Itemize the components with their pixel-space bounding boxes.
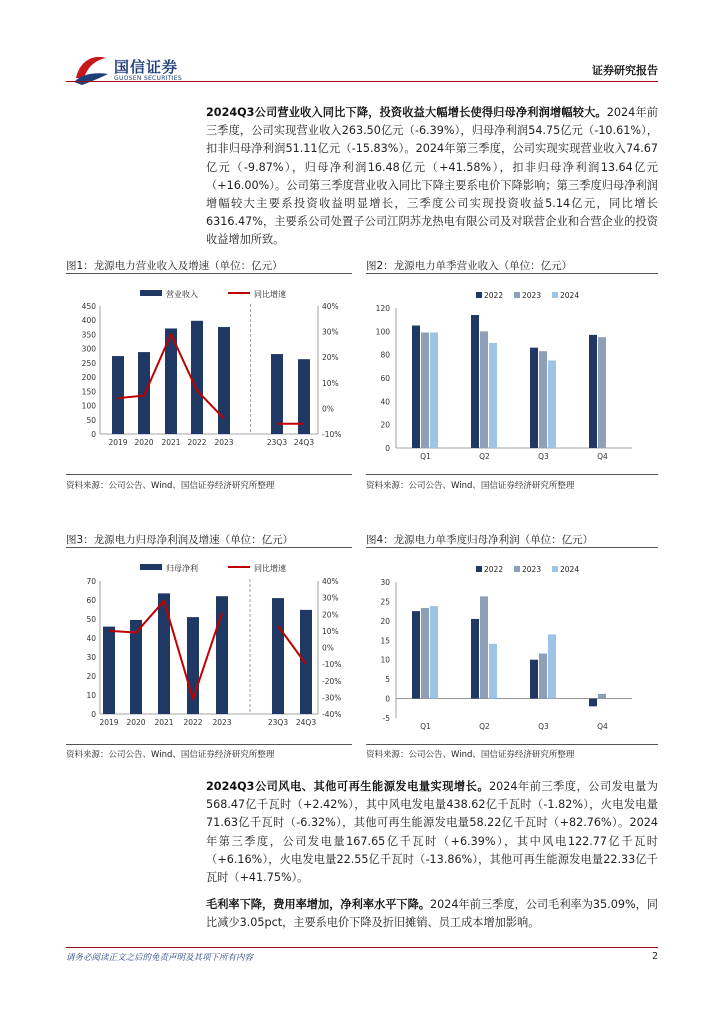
legend-bar-label: 营业收入 xyxy=(166,290,198,299)
bar-Q3-2022 xyxy=(530,348,538,448)
y-right-tick-label: 10% xyxy=(322,378,339,388)
paragraph-margin xyxy=(206,896,658,932)
x-tick-label: Q4 xyxy=(597,722,608,731)
bar-Q3-2022 xyxy=(530,660,538,699)
bar-Q4-2023 xyxy=(598,694,606,699)
y-left-tick-label: 10 xyxy=(86,691,96,700)
y-left-tick-label: 250 xyxy=(81,358,96,368)
y-left-tick-label: 30 xyxy=(86,653,96,662)
y-left-tick-label: 50 xyxy=(86,415,96,425)
paragraph-margin-heading: 毛利率下降，费用率增加，净利率水平下降。 xyxy=(206,898,431,911)
y-left-tick-label: 350 xyxy=(81,330,96,340)
figure-2-source: 资料来源：公司公告、Wind、国信证券经济研究所整理 xyxy=(366,481,575,491)
x-tick-label: 24Q3 xyxy=(295,718,317,727)
y-left-tick-label: 40 xyxy=(86,634,96,643)
x-tick-label: Q1 xyxy=(420,722,431,731)
legend-swatch-2024 xyxy=(552,292,558,298)
y-tick-label: 100 xyxy=(375,327,390,337)
figure-4-title: 图4：龙源电力单季度归母净利润（单位：亿元） xyxy=(366,534,594,546)
figure-3-source: 资料来源：公司公告、Wind、国信证券经济研究所整理 xyxy=(66,750,275,760)
x-tick-label: Q3 xyxy=(538,722,549,731)
bar-Q4-2023 xyxy=(598,337,606,448)
x-tick-label: Q1 xyxy=(420,452,431,461)
x-tick-label: Q3 xyxy=(538,452,549,461)
figure-3-chart xyxy=(66,550,352,742)
bar-Q2-2023 xyxy=(480,331,488,448)
legend-swatch-2023 xyxy=(514,292,520,298)
bar-Q3-2023 xyxy=(539,653,547,698)
x-tick-label: 2023 xyxy=(212,718,232,727)
y-tick-label: -5 xyxy=(382,714,390,723)
figure-2-rule xyxy=(366,273,658,274)
bar-2022 xyxy=(191,321,203,434)
bar-2020 xyxy=(130,620,142,714)
bar-Q1-2022 xyxy=(412,326,420,449)
y-right-tick-label: -20% xyxy=(322,676,342,686)
paragraph-margin-body: 2024年前三季度，公司毛利率为35.09%，同比减少3.05pct，主要系电价下降及折旧摊销、员工成本增加影响。 xyxy=(206,898,658,930)
y-left-tick-label: 70 xyxy=(86,577,96,586)
y-right-tick-label: 40% xyxy=(322,577,339,586)
figure-2-title: 图2：龙源电力单季营业收入（单位：亿元） xyxy=(366,260,573,272)
y-tick-label: 30 xyxy=(380,578,390,587)
bar-Q4-2022 xyxy=(589,699,597,707)
y-right-tick-label: 0% xyxy=(322,643,334,653)
logo-name: 国信证券 xyxy=(114,58,179,76)
y-left-tick-label: 50 xyxy=(86,615,96,624)
legend-label-2023: 2023 xyxy=(522,565,542,574)
paragraph-generation-heading: 2024Q3公司风电、其他可再生能源发电量实现增长。 xyxy=(206,780,490,793)
figure-2-bottom-rule xyxy=(366,474,658,475)
x-tick-label: 2020 xyxy=(134,438,154,447)
y-tick-label: 10 xyxy=(380,655,390,665)
bar-Q2-2024 xyxy=(489,644,497,699)
bar-Q2-2023 xyxy=(480,596,488,698)
bar-Q3-2023 xyxy=(539,351,547,448)
figure-1-title: 图1：龙源电力营业收入及增速（单位：亿元） xyxy=(66,260,283,272)
y-tick-label: 120 xyxy=(375,304,390,313)
figure-3-bottom-rule xyxy=(66,744,352,745)
y-left-tick-label: 400 xyxy=(81,316,96,326)
legend-line-label: 同比增速 xyxy=(254,290,286,299)
y-left-tick-label: 0 xyxy=(91,430,96,439)
x-tick-label: 2019 xyxy=(99,718,119,727)
x-tick-label: 2022 xyxy=(183,718,203,727)
bar-23Q3 xyxy=(271,354,283,434)
x-tick-label: 2023 xyxy=(214,438,234,447)
bar-24Q3 xyxy=(300,610,312,714)
y-left-tick-label: 0 xyxy=(91,710,96,719)
x-tick-label: 2021 xyxy=(161,438,181,447)
y-tick-label: 60 xyxy=(380,374,390,383)
bar-Q1-2024 xyxy=(430,333,438,449)
y-left-tick-label: 450 xyxy=(81,302,96,311)
y-tick-label: 15 xyxy=(380,636,390,646)
footer-divider xyxy=(66,947,658,948)
legend-label-2024: 2024 xyxy=(560,291,580,300)
figure-2-chart xyxy=(366,276,658,472)
legend-label-2022: 2022 xyxy=(484,565,504,574)
legend-label-2022: 2022 xyxy=(484,291,504,300)
legend-swatch-2022 xyxy=(476,292,482,298)
company-logo xyxy=(72,50,202,90)
y-tick-label: 20 xyxy=(380,616,390,626)
figure-4-chart xyxy=(366,550,658,742)
legend-bar-swatch xyxy=(140,564,162,570)
y-left-tick-label: 60 xyxy=(86,596,96,605)
y-tick-label: 0 xyxy=(385,444,390,453)
x-tick-label: Q2 xyxy=(479,452,490,461)
figure-1-bottom-rule xyxy=(66,474,352,475)
logo-english-name: GUOSEN SECURITIES xyxy=(114,75,183,82)
y-right-tick-label: 10% xyxy=(322,626,339,636)
bar-Q2-2022 xyxy=(471,315,479,448)
y-right-tick-label: 30% xyxy=(322,327,339,337)
bar-Q3-2024 xyxy=(548,361,556,449)
y-tick-label: 20 xyxy=(380,420,390,430)
legend-bar-swatch xyxy=(140,290,162,296)
bar-Q2-2022 xyxy=(471,619,479,699)
x-tick-label: Q4 xyxy=(597,452,608,461)
x-tick-label: 2022 xyxy=(187,438,207,447)
legend-swatch-2024 xyxy=(552,566,558,572)
legend-label-2024: 2024 xyxy=(560,565,580,574)
y-right-tick-label: 20% xyxy=(322,610,339,620)
legend-line-label: 同比增速 xyxy=(254,564,286,573)
y-right-tick-label: -10% xyxy=(322,660,342,670)
figure-1-rule xyxy=(66,273,352,274)
figure-4-bottom-rule xyxy=(366,744,658,745)
figure-1-source: 资料来源：公司公告、Wind、国信证券经济研究所整理 xyxy=(66,481,275,491)
y-tick-label: 80 xyxy=(380,350,390,360)
bar-Q1-2022 xyxy=(412,611,420,698)
header-divider xyxy=(66,81,658,82)
x-tick-label: 2020 xyxy=(126,718,146,727)
x-tick-label: 23Q3 xyxy=(266,438,288,447)
figure-3-title: 图3：龙源电力归母净利润及增速（单位：亿元） xyxy=(66,534,294,546)
page-number: 2 xyxy=(651,951,658,962)
y-left-tick-label: 20 xyxy=(86,672,96,681)
y-right-tick-label: -30% xyxy=(322,693,342,703)
x-tick-label: 24Q3 xyxy=(293,438,315,447)
x-tick-label: 2021 xyxy=(154,718,174,727)
y-tick-label: 25 xyxy=(380,597,390,607)
y-right-tick-label: 20% xyxy=(322,353,339,363)
bar-2019 xyxy=(103,627,115,714)
x-tick-label: 2019 xyxy=(108,438,128,447)
y-tick-label: 40 xyxy=(380,397,390,407)
bar-Q2-2024 xyxy=(489,343,497,448)
y-right-tick-label: 30% xyxy=(322,593,339,603)
y-right-tick-label: 40% xyxy=(322,302,339,311)
bar-2020 xyxy=(138,352,150,434)
paragraph-revenue-body: 2024年前三季度，公司实现营业收入263.50亿元（-6.39%），归母净利润54.75亿元（-10.61%），扣非归母净利润51.11亿元（-15.83%）。2024年第三季度，公司实现实现营业收入74.67亿元（-9.87%），归母净利润16.48亿元（+41.58%），扣非归母净利润13.64亿元（+16.00%）。公司第三季度营业收入同比下降主要系电价下降影响；第三季度归母净利润增幅较大主要系投资收益明显增长，三季度公司实现投资收益5.14亿元，同比增长6316.47%，主要系公司处置子公司江阴苏龙热电有限公司及对联营企业和合营企业的投资收益增加所致。 xyxy=(206,106,658,247)
paragraph-generation xyxy=(206,778,658,887)
y-right-tick-label: 0% xyxy=(322,404,334,414)
legend-label-2023: 2023 xyxy=(522,291,542,300)
bar-Q1-2023 xyxy=(421,333,429,449)
y-left-tick-label: 300 xyxy=(81,344,96,354)
legend-swatch-2023 xyxy=(514,566,520,572)
y-right-tick-label: -10% xyxy=(322,430,342,439)
y-left-tick-label: 150 xyxy=(81,387,96,397)
bar-Q1-2023 xyxy=(421,608,429,699)
y-left-tick-label: 200 xyxy=(81,373,96,383)
y-tick-label: 5 xyxy=(385,675,390,685)
paragraph-revenue-heading: 2024Q3公司营业收入同比下降，投资收益大幅增长使得归母净利润增幅较大。 xyxy=(206,106,607,119)
x-tick-label: Q2 xyxy=(479,722,490,731)
y-left-tick-label: 100 xyxy=(81,401,96,411)
y-right-tick-label: -40% xyxy=(322,710,342,719)
report-type-label: 证券研究报告 xyxy=(592,64,658,77)
bar-2021 xyxy=(158,593,170,714)
bar-2019 xyxy=(112,356,124,434)
figure-3-rule xyxy=(66,547,352,548)
legend-swatch-2022 xyxy=(476,566,482,572)
bar-Q4-2022 xyxy=(589,335,597,448)
footer-disclaimer: 请务必阅读正文之后的免责声明及其项下所有内容 xyxy=(66,953,254,963)
bar-Q3-2024 xyxy=(548,634,556,698)
paragraph-revenue xyxy=(206,104,658,250)
bar-Q1-2024 xyxy=(430,606,438,698)
y-tick-label: 0 xyxy=(385,694,390,704)
figure-4-source: 资料来源：公司公告、Wind、国信证券经济研究所整理 xyxy=(366,750,575,760)
x-tick-label: 23Q3 xyxy=(267,718,289,727)
paragraph-generation-body: 2024年前三季度，公司发电量为568.47亿千瓦时（+2.42%），其中风电发电量438.62亿千瓦时（-1.82%），火电发电量71.63亿千瓦时（-6.32%），其他可再生能源发电量58.22亿千瓦时（+82.76%）。2024年第三季度，公司发电量167.65亿千瓦时（+6.39%），其中风电122.77亿千瓦时（+6.16%），火电发电量22.55亿千瓦时（-13.86%），其他可再生能源发电量22.33亿千瓦时（+41.75%）。 xyxy=(206,780,658,885)
legend-bar-label: 归母净利 xyxy=(166,564,198,573)
figure-1-chart xyxy=(66,276,352,472)
bar-23Q3 xyxy=(272,598,284,714)
figure-4-rule xyxy=(366,547,658,548)
